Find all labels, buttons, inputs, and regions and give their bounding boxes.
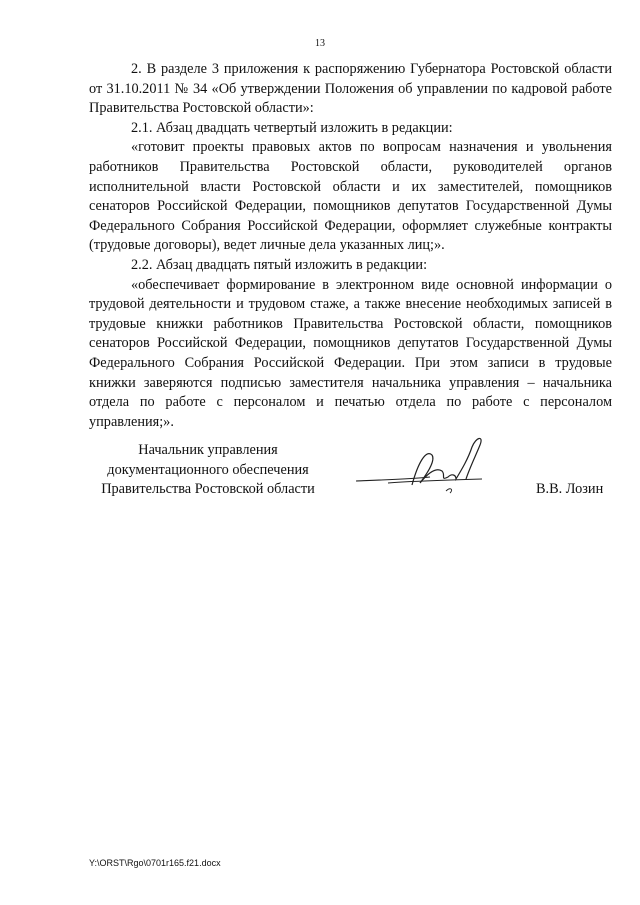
paragraph-2-2-heading: 2.2. Абзац двадцать пятый изложить в редакции: — [131, 256, 428, 273]
signer-position — [86, 441, 330, 500]
signer-position-line-2: документационного обеспечения — [107, 461, 309, 478]
signature-block — [0, 441, 640, 501]
paragraph-2-2-text: «обеспечивает формирование в электронном виде основной информации о трудовой деятельности и трудовом стаже, а также внесение необходимых записей в трудовые книжки работников Правительства Ростовской области, помощников сенаторов Российской Федерации, помощников депутатов Государственной Думы Федерального Собрания Российской Федерации. При этом записи в трудовые книжки заверяются подписью заместителя начальника управления – начальника отдела по работе с персоналом и печатью отдела по работе с персоналом управления;». — [89, 276, 612, 430]
paragraph-2-1-heading: 2.1. Абзац двадцать четвертый изложить в редакции: — [131, 119, 453, 136]
handwritten-signature — [352, 433, 512, 499]
signer-name: В.В. Лозин — [536, 481, 604, 497]
document-body — [89, 60, 612, 432]
page-number: 13 — [315, 38, 325, 49]
signer-position-line-3: Правительства Ростовской области — [101, 481, 315, 498]
paragraph-2-1-text: «готовит проекты правовых актов по вопросам назначения и увольнения работников Правительства Ростовской области, руководителей органов исполнительной власти Ростовской области и их заместителей, помощников сенаторов Российской Федерации, помощников депутатов Государственной Думы Федерального Собрания Российской Федерации, оформляет служебные контракты (трудовые договоры), ведет личные дела указанных лиц;». — [89, 139, 612, 254]
file-path: Y:\ORST\Rgo\0701r165.f21.docx — [89, 858, 221, 868]
paragraph-section-2: 2. В разделе 3 приложения к распоряжению Губернатора Ростовской области от 31.10.2011 № 34 «Об утверждении Положения об управлении по кадровой работе Правительства Ростовской области»: — [89, 61, 612, 117]
signer-position-line-1: Начальник управления — [138, 442, 278, 458]
